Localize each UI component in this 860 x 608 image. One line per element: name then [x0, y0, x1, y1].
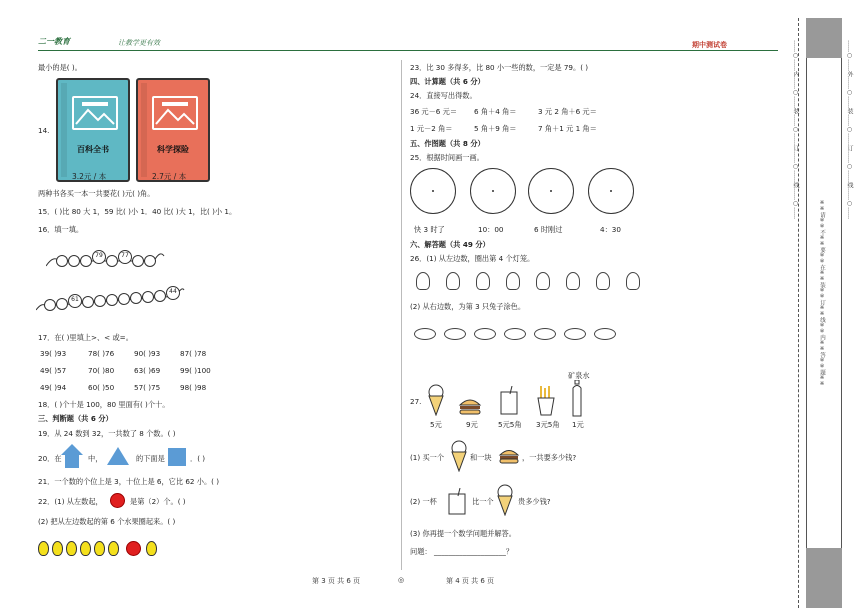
q14-number: 14.	[38, 126, 50, 135]
pear-icon	[66, 541, 77, 556]
binding-strip-bottom	[806, 548, 842, 608]
rabbit-icon	[414, 328, 436, 340]
q27-2b: 比一个	[472, 497, 494, 506]
lantern-icon	[626, 272, 640, 290]
q25: 25．根据时间画一画。	[410, 153, 484, 162]
compare-cell: 99( )100	[180, 366, 211, 375]
bead-label: 77	[118, 250, 132, 264]
header-rule	[38, 50, 778, 51]
q27-2c: 贵多少钱?	[518, 497, 551, 506]
binding-notice: ※※请※※不※※要※※在※※装※※订※※线※※内※※答※※题※※	[819, 200, 825, 387]
q19: 19．从 24 数到 32，一共数了 8 个数。( )	[38, 429, 176, 438]
q27-1a: (1) 买一个	[410, 453, 445, 462]
slogan: 让教学更有效	[118, 39, 160, 47]
q23: 23．比 30 多得多，比 80 小一些的数，一定是 79。( )	[410, 63, 589, 72]
question-answer-field[interactable]: ____________________？	[434, 547, 514, 556]
compare-cell: 87( )78	[180, 349, 207, 358]
book-price: 3.2元 / 本	[72, 172, 107, 181]
calc-cell: 5 角＋9 角＝	[474, 124, 517, 133]
q22-1a: 22．(1) 从左数起，	[38, 497, 103, 506]
q14-text: 两种书各买一本一共要花( )元( )角。	[38, 189, 155, 198]
page-number-left: 第 3 页 共 6 页	[312, 577, 361, 585]
house-shape-icon	[60, 443, 84, 469]
q22-2: (2) 把从左边数起的第 6 个水果圈起来。( )	[38, 517, 176, 526]
burger-icon	[498, 448, 520, 464]
q22-1b: 是第（2）个。( )	[130, 497, 186, 506]
binding-strip-top	[806, 18, 842, 58]
column-divider	[401, 60, 402, 570]
section-3-title: 三、判断题（共 6 分）	[38, 414, 113, 423]
clock-label: 4：30	[600, 225, 621, 234]
rabbit-icon	[594, 328, 616, 340]
section-6-title: 六、解答题（共 49 分）	[410, 240, 490, 249]
logo: 二一教育	[38, 37, 70, 46]
bead-string-1	[46, 248, 166, 270]
price-label: 5元	[430, 420, 442, 429]
bead-label: 61	[68, 294, 82, 308]
bead-string-2	[36, 284, 186, 314]
calc-cell: 6 角＋4 角＝	[474, 107, 517, 116]
q20-c: 的下面是	[136, 454, 165, 463]
calc-cell: 3 元 2 角＋6 元＝	[538, 107, 597, 116]
q27-2a: (2) 一杯	[410, 497, 437, 506]
compare-cell: 90( )93	[134, 349, 161, 358]
q21: 21．一个数的个位上是 3，十位上是 6，它比 62 小。( )	[38, 477, 220, 486]
price-label: 1元	[572, 420, 584, 429]
rabbit-icon	[444, 328, 466, 340]
pear-icon	[52, 541, 63, 556]
q20-b: 中，	[88, 454, 103, 463]
clock-face-icon	[528, 168, 574, 214]
binding-inner-marks: ……○……内……○……装……○……订……○……线……○……	[792, 40, 799, 219]
exam-tag: 期中测试卷	[692, 41, 727, 49]
q27-1b: 和一块	[470, 453, 492, 462]
rabbit-icon	[564, 328, 586, 340]
rabbit-icon	[504, 328, 526, 340]
price-label: 5元5角	[498, 420, 522, 429]
compare-cell: 39( )93	[40, 349, 67, 358]
calc-cell: 1 元－2 角＝	[410, 124, 453, 133]
calc-cell: 7 角＋1 元 1 角＝	[538, 124, 597, 133]
clock-face-icon	[470, 168, 516, 214]
q27-3: (3) 你再提一个数学问题并解答。	[410, 529, 516, 538]
q27-1c: ，一共要多少钱?	[522, 453, 577, 462]
juice-cup-icon	[446, 488, 468, 516]
water-bottle-icon	[570, 380, 584, 418]
bead-label: 44	[166, 286, 180, 300]
pear-icon	[146, 541, 157, 556]
q20-a: 20．在	[38, 454, 62, 463]
lantern-icon	[476, 272, 490, 290]
q24: 24．直接写出得数。	[410, 91, 477, 100]
book-title: 科学探险	[157, 145, 189, 154]
lantern-row	[416, 270, 646, 292]
lantern-icon	[536, 272, 550, 290]
compare-cell: 98( )98	[180, 383, 207, 392]
compare-cell: 60( )50	[88, 383, 115, 392]
q17: 17．在( )里填上>、< 或=。	[38, 333, 133, 342]
clock-face-icon	[588, 168, 634, 214]
juice-cup-icon	[498, 386, 520, 416]
clock-label: 10：00	[478, 225, 504, 234]
pear-icon	[94, 541, 105, 556]
binding-outer-marks: ……○……外……○……装……○……订……○……线……○……	[846, 40, 853, 219]
section-4-title: 四、计算题（共 6 分）	[410, 77, 485, 86]
price-label: 3元5角	[536, 420, 560, 429]
rabbit-row	[414, 324, 624, 342]
price-label: 9元	[466, 420, 478, 429]
q16: 16．填一填。	[38, 225, 84, 234]
apple-icon	[110, 493, 125, 508]
square-shape-icon	[168, 448, 186, 466]
rabbit-icon	[474, 328, 496, 340]
compare-cell: 49( )57	[40, 366, 67, 375]
book-science	[136, 78, 210, 182]
compare-cell: 49( )94	[40, 383, 67, 392]
picture-icon	[152, 96, 198, 130]
lantern-icon	[446, 272, 460, 290]
picture-icon	[72, 96, 118, 130]
q13-tail: 最小的是( )。	[38, 63, 82, 72]
book-price: 2.7元 / 本	[152, 172, 187, 181]
clock-label: 快 3 时了	[414, 225, 445, 234]
lantern-icon	[596, 272, 610, 290]
q26-1: 26．(1) 从左边数，圈出第 4 个灯笼。	[410, 254, 535, 263]
pear-icon	[108, 541, 119, 556]
rabbit-icon	[534, 328, 556, 340]
compare-cell: 57( )75	[134, 383, 161, 392]
ice-cream-icon	[496, 484, 514, 516]
clock-label: 6 时刚过	[534, 225, 563, 234]
page-number-right: 第 4 页 共 6 页	[446, 577, 495, 585]
pear-icon	[38, 541, 49, 556]
pear-icon	[80, 541, 91, 556]
bead-label: 79	[92, 250, 106, 264]
ice-cream-icon	[450, 440, 468, 472]
clock-face-icon	[410, 168, 456, 214]
book-title: 百科全书	[77, 145, 109, 154]
calc-cell: 36 元－6 元＝	[410, 107, 458, 116]
lantern-icon	[506, 272, 520, 290]
ice-cream-icon	[426, 384, 446, 416]
book-encyclopedia	[56, 78, 130, 182]
burger-icon	[458, 397, 482, 415]
q18: 18．( )个十是 100，80 里面有( )个十。	[38, 400, 170, 409]
triangle-shape-icon	[106, 446, 130, 466]
lantern-icon	[566, 272, 580, 290]
q20-d: ．( )	[190, 454, 206, 463]
q27-number: 27.	[410, 397, 422, 406]
compare-cell: 63( )69	[134, 366, 161, 375]
fruit-row	[34, 536, 174, 560]
q15: 15．( )比 80 大 1，59 比( )小 1．40 比( )大 1，比( )小 1。	[38, 207, 237, 216]
lantern-icon	[416, 272, 430, 290]
apple-icon	[126, 541, 141, 556]
fries-icon	[536, 386, 556, 416]
q26-2: (2) 从右边数，为第 3 只兔子涂色。	[410, 302, 526, 311]
page-center-mark: ◎	[398, 576, 405, 584]
compare-cell: 70( )80	[88, 366, 115, 375]
water-label: 矿泉水	[568, 371, 590, 380]
compare-cell: 78( )76	[88, 349, 115, 358]
section-5-title: 五、作图题（共 8 分）	[410, 139, 485, 148]
question-label: 问题：	[410, 547, 432, 556]
